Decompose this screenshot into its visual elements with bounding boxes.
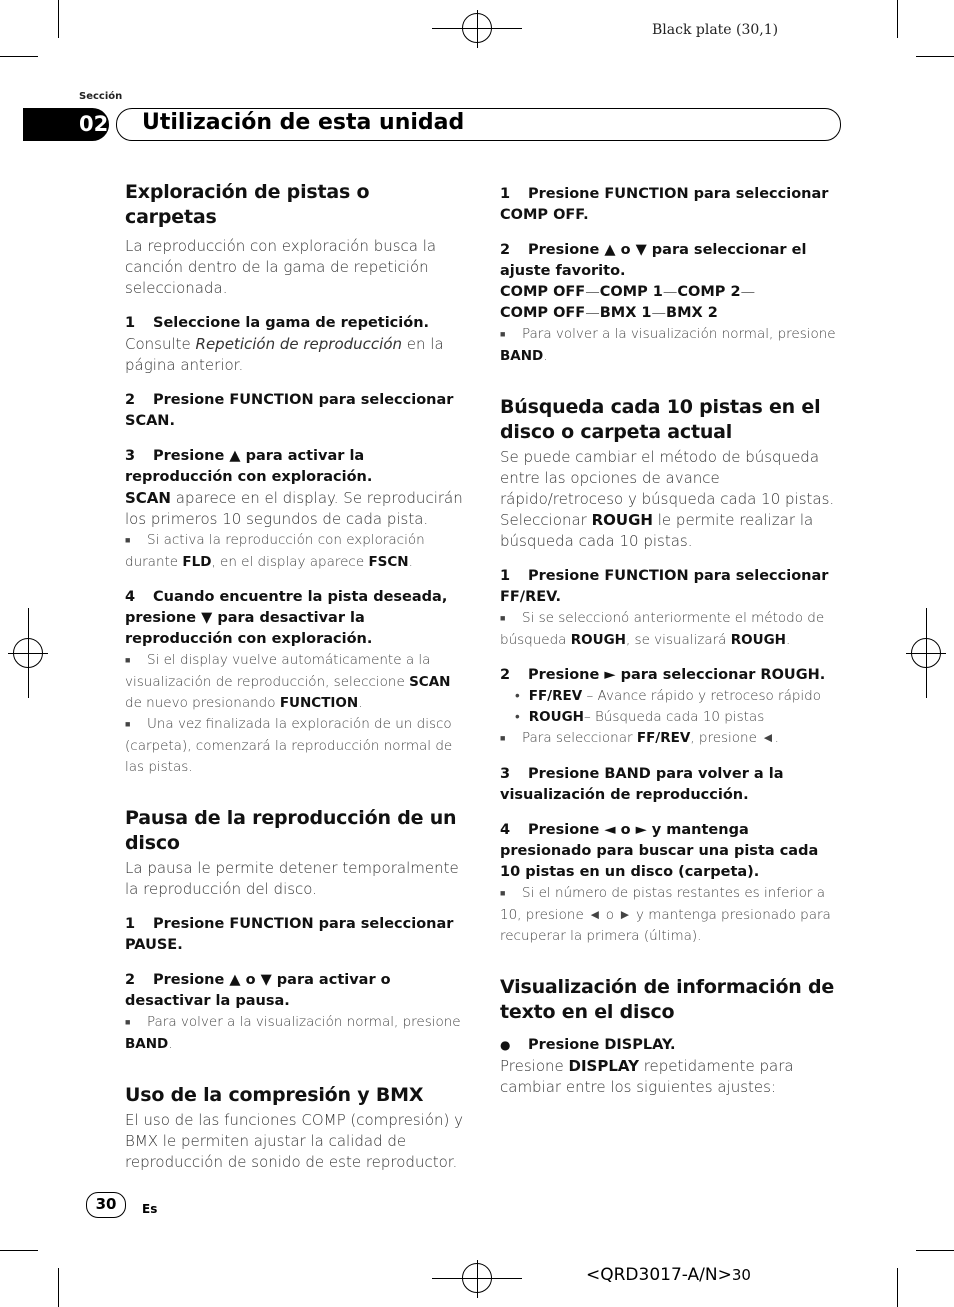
pause-step-2: 2 Presione ▲ o ▼ para activar o desactivar la pausa. xyxy=(125,972,391,1009)
square-bullet-icon: ■ xyxy=(125,536,131,546)
heading-comp: Uso de la compresión y BMX xyxy=(125,1084,424,1106)
document-code: <QRD3017-A/N>30 xyxy=(586,1265,751,1285)
scan-step-3-body: SCAN aparece en el display. Se reproducirán los primeros 10 segundos de cada pista. xyxy=(125,489,463,528)
language-code: Es xyxy=(142,1202,158,1216)
crop-mark xyxy=(58,1268,59,1307)
search-step-1-note: ■ Si se seleccionó anteriormente el método de búsqueda ROUGH, se visualizará ROUGH. xyxy=(500,610,825,648)
square-bullet-icon: ■ xyxy=(125,656,131,666)
heading-pause: Pausa de la reproducción de un disco xyxy=(125,807,457,854)
square-bullet-icon: ■ xyxy=(500,889,506,899)
comp-step-1: 1 Presione FUNCTION para seleccionar COMP OFF. xyxy=(500,186,829,223)
crop-mark xyxy=(897,1268,898,1307)
comp-sequence-line-1: COMP OFF—COMP 1—COMP 2— xyxy=(500,284,756,300)
crop-mark xyxy=(916,56,954,57)
pause-note: ■ Para volver a la visualización normal, presione BAND. xyxy=(125,1014,461,1052)
search-step-3: 3 Presione BAND para volver a la visualización de reproducción. xyxy=(500,766,784,803)
scan-step-4-note-2: ■ Una vez finalizada la exploración de un disco (carpeta), comenzará la reproducción normal de las pistas. xyxy=(125,716,453,775)
page-number: 30 xyxy=(95,1195,117,1213)
text-info-step: ● Presione DISPLAY. xyxy=(500,1035,840,1056)
section-label: Sección xyxy=(79,91,123,102)
crop-mark xyxy=(0,1250,38,1251)
scan-step-1: 1 Seleccione la gama de repetición. xyxy=(125,315,430,331)
square-bullet-icon: ■ xyxy=(125,720,131,730)
pause-intro: La pausa le permite detener temporalmente la reproducción del disco. xyxy=(125,859,459,898)
scan-step-2: 2 Presione FUNCTION para seleccionar SCAN. xyxy=(125,392,454,429)
search-option-ffrev: • FF/REV – Avance rápido y retroceso rápido xyxy=(515,688,821,704)
crop-mark xyxy=(897,0,898,38)
search-step-2: 2 Presione ► para seleccionar ROUGH. xyxy=(500,667,826,683)
square-bullet-icon: ■ xyxy=(125,1018,131,1028)
heading-text-info: Visualización de información de texto en el disco xyxy=(500,976,835,1023)
heading-scan: Exploración de pistas o carpetas xyxy=(125,181,370,228)
crop-mark xyxy=(0,56,38,57)
left-column xyxy=(125,180,465,1173)
search-intro: Se puede cambiar el método de búsqueda entre las opciones de avance rápido/retroceso y búsqueda cada 10 pistas. Seleccionar ROUGH le permite realizar la búsqueda cada 10 pistas. xyxy=(500,448,835,550)
scan-step-3: 3 Presione ▲ para activar la reproducción con exploración. xyxy=(125,448,373,485)
plate-label: Black plate (30,1) xyxy=(652,22,779,38)
scan-step-4: 4 Cuando encuentre la pista deseada, presione ▼ para desactivar la reproducción con exploración. xyxy=(125,589,448,647)
text-info-body: Presione DISPLAY repetidamente para cambiar entre los siguientes ajustes: xyxy=(500,1057,794,1096)
crop-mark xyxy=(58,0,59,38)
search-step-4-note: ■ Si el número de pistas restantes es inferior a 10, presione ◄ o ► y mantenga presionado para recuperar la primera (última). xyxy=(500,885,831,944)
search-step-1: 1 Presione FUNCTION para seleccionar FF/REV. xyxy=(500,568,829,605)
square-bullet-icon: ■ xyxy=(500,330,506,340)
comp-intro: El uso de las funciones COMP (compresión) y BMX le permiten ajustar la calidad de reproducción de sonido de este reproductor. xyxy=(125,1111,464,1171)
round-bullet-icon: • xyxy=(515,688,520,704)
square-bullet-icon: ■ xyxy=(500,614,506,624)
scan-step-3-note: ■ Si activa la reproducción con exploración durante FLD, en el display aparece FSCN. xyxy=(125,532,425,570)
heading-search: Búsqueda cada 10 pistas en el disco o carpeta actual xyxy=(500,396,821,443)
scan-step-4-note-1: ■ Si el display vuelve automáticamente a la visualización de reproducción, seleccione SCAN de nuevo presionando FUNCTION. xyxy=(125,652,451,711)
section-title: Utilización de esta unidad xyxy=(142,110,465,135)
comp-step-2: 2 Presione ▲ o ▼ para seleccionar el ajuste favorito. xyxy=(500,242,807,279)
search-step-2-note: ■ Para seleccionar FF/REV, presione ◄. xyxy=(500,728,840,750)
search-step-4: 4 Presione ◄ o ► y mantenga presionado para buscar una pista cada 10 pistas en un disco (carpeta). xyxy=(500,822,819,880)
scan-intro: La reproducción con exploración busca la canción dentro de la gama de repetición seleccionada. xyxy=(125,237,437,297)
round-bullet-icon: • xyxy=(515,709,520,725)
section-number: 02 xyxy=(79,112,109,136)
crop-mark xyxy=(916,1250,954,1251)
search-option-rough: • ROUGH– Búsqueda cada 10 pistas xyxy=(515,709,765,725)
comp-sequence-line-2: COMP OFF—BMX 1—BMX 2 xyxy=(500,305,718,321)
comp-note: ■ Para volver a la visualización normal, presione BAND. xyxy=(500,326,836,364)
filled-circle-bullet-icon: ● xyxy=(500,1038,511,1052)
square-bullet-icon: ■ xyxy=(500,734,506,744)
scan-step-1-body: Consulte Repetición de reproducción en la página anterior. xyxy=(125,335,444,374)
pause-step-1: 1 Presione FUNCTION para seleccionar PAUSE. xyxy=(125,916,454,953)
right-column xyxy=(500,184,840,1098)
